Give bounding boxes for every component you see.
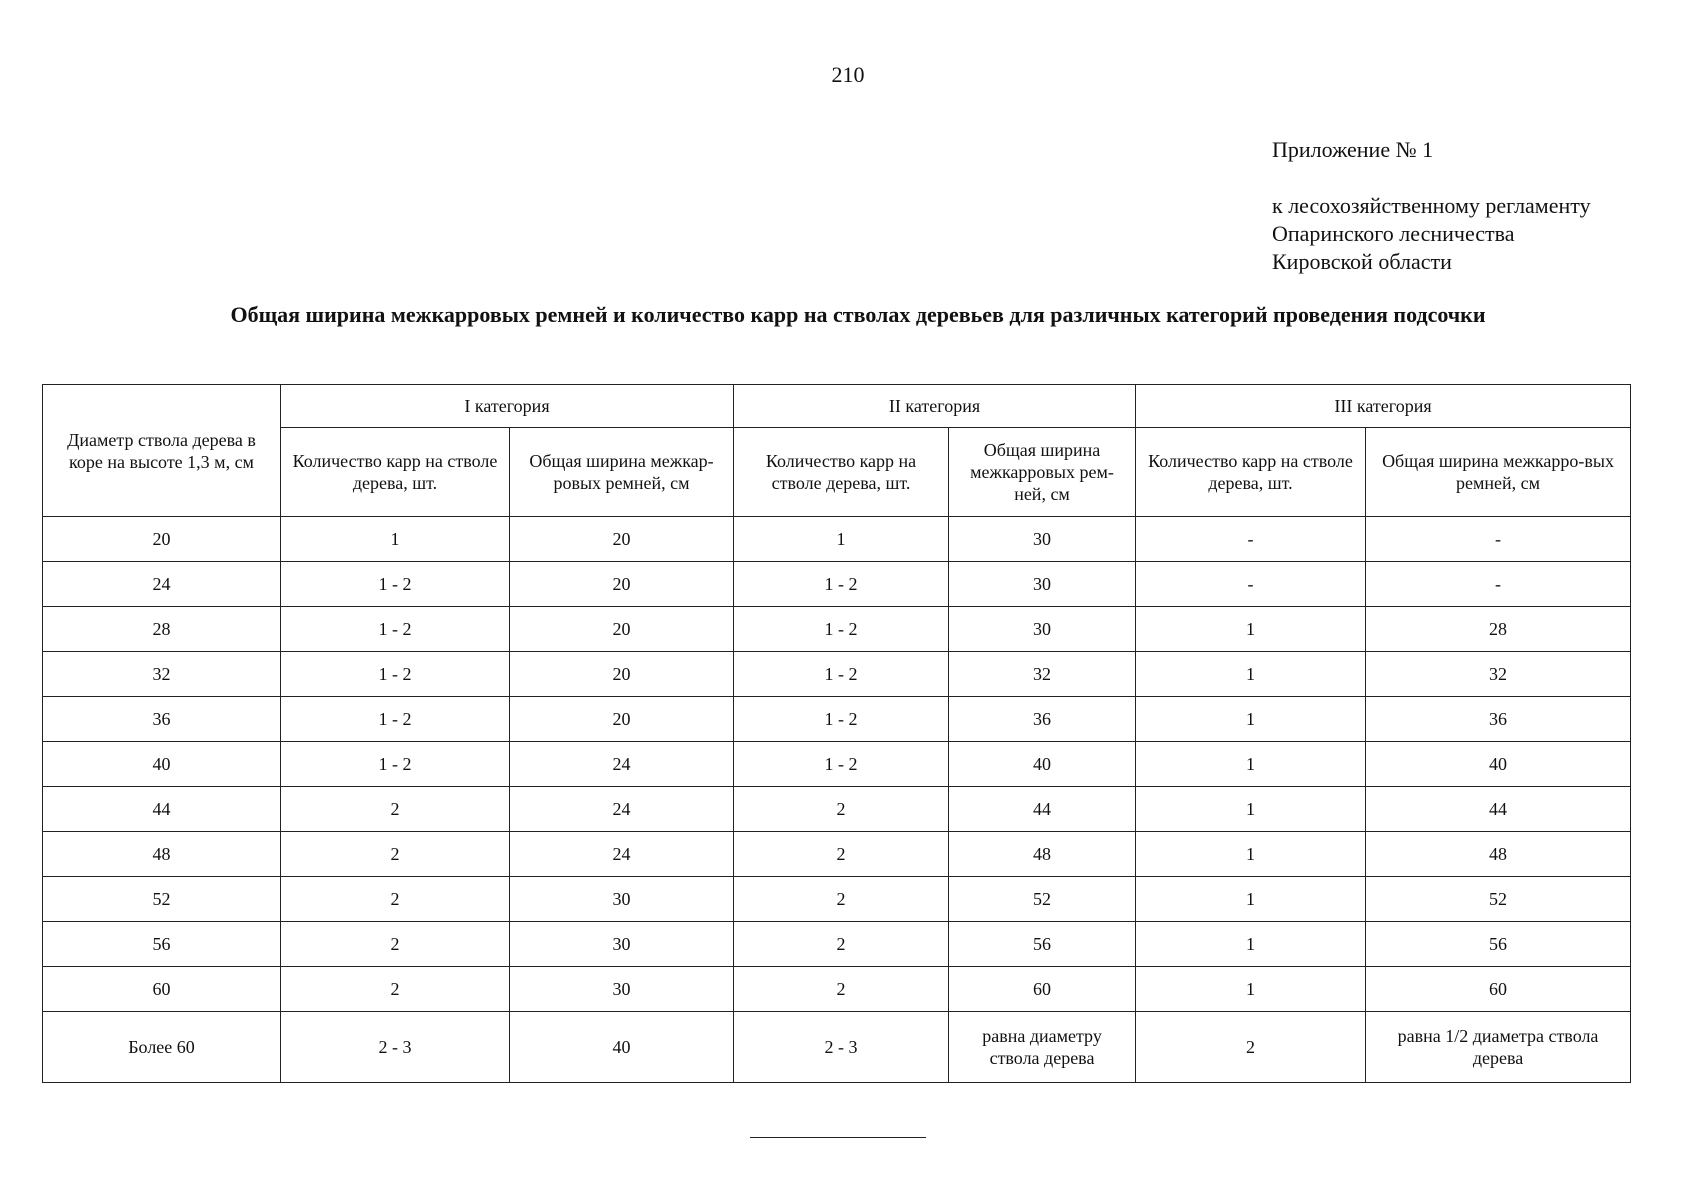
- table-cell: 52: [43, 877, 281, 922]
- table-cell: 1: [1136, 832, 1366, 877]
- table-cell: 20: [43, 517, 281, 562]
- table-cell: 56: [949, 922, 1136, 967]
- subheader: Количество карр на стволе дерева, шт.: [734, 428, 949, 517]
- table-cell: 30: [949, 607, 1136, 652]
- subheader: Количество карр на стволе дерева, шт.: [281, 428, 510, 517]
- table-cell: -: [1366, 517, 1631, 562]
- table-cell: 1 - 2: [734, 607, 949, 652]
- table-row: [43, 787, 1631, 832]
- subheader: Общая ширина межкар-ровых ремней, см: [510, 428, 734, 517]
- table-cell: -: [1136, 562, 1366, 607]
- subheader: Общая ширина межкарро-вых ремней, см: [1366, 428, 1631, 517]
- table-row: [43, 562, 1631, 607]
- table-row: [43, 652, 1631, 697]
- table-cell: 40: [43, 742, 281, 787]
- table-row: [43, 1012, 1631, 1083]
- table-cell: 60: [949, 967, 1136, 1012]
- table-cell: 48: [43, 832, 281, 877]
- table-cell: 24: [510, 832, 734, 877]
- category-header: I категория: [281, 385, 734, 428]
- table-cell: 40: [510, 1012, 734, 1083]
- table-cell: 44: [1366, 787, 1631, 832]
- table-cell: 36: [1366, 697, 1631, 742]
- table-cell: 1 - 2: [734, 562, 949, 607]
- table-cell: 1 - 2: [281, 742, 510, 787]
- table-cell: 2: [1136, 1012, 1366, 1083]
- table-cell: 1: [1136, 877, 1366, 922]
- table-cell: 24: [510, 787, 734, 832]
- table-cell: 2 - 3: [734, 1012, 949, 1083]
- table-cell: 1: [1136, 787, 1366, 832]
- table-cell: 36: [43, 697, 281, 742]
- table-cell: равна диаметру ствола дерева: [949, 1012, 1136, 1083]
- table-cell: 2: [281, 922, 510, 967]
- table-row: [43, 697, 1631, 742]
- table-cell: 40: [1366, 742, 1631, 787]
- table-cell: 60: [43, 967, 281, 1012]
- table-cell: 44: [949, 787, 1136, 832]
- table-cell: 1 - 2: [281, 697, 510, 742]
- appendix-line: Опаринского лесничества: [1272, 221, 1515, 246]
- table-cell: 20: [510, 607, 734, 652]
- header-row-subheaders: [43, 428, 1631, 517]
- table-cell: 2: [281, 877, 510, 922]
- table-cell: 20: [510, 517, 734, 562]
- table-cell: 36: [949, 697, 1136, 742]
- table-cell: 2: [281, 787, 510, 832]
- table-cell: 56: [1366, 922, 1631, 967]
- table-cell: 48: [1366, 832, 1631, 877]
- table-cell: 2: [281, 967, 510, 1012]
- table-cell: 1: [1136, 967, 1366, 1012]
- table-row: [43, 832, 1631, 877]
- table-cell: 30: [949, 517, 1136, 562]
- table-cell: 1 - 2: [281, 562, 510, 607]
- table-cell: 60: [1366, 967, 1631, 1012]
- footer-rule: [750, 1137, 926, 1138]
- table-cell: 20: [510, 652, 734, 697]
- table-cell: 24: [510, 742, 734, 787]
- table-cell: 1 - 2: [734, 742, 949, 787]
- table-row: [43, 877, 1631, 922]
- table-cell: -: [1136, 517, 1366, 562]
- table-cell: 1: [1136, 607, 1366, 652]
- table-cell: 2 - 3: [281, 1012, 510, 1083]
- table-cell: 1: [1136, 922, 1366, 967]
- page-number: 210: [831, 62, 865, 87]
- table-cell: 48: [949, 832, 1136, 877]
- table-cell: 30: [510, 922, 734, 967]
- table-cell: 1: [1136, 697, 1366, 742]
- table-cell: 28: [1366, 607, 1631, 652]
- table-cell: 52: [1366, 877, 1631, 922]
- table-cell: 1: [1136, 652, 1366, 697]
- table-cell: 44: [43, 787, 281, 832]
- category-header: III категория: [1136, 385, 1631, 428]
- table-cell: 1: [1136, 742, 1366, 787]
- table-cell: 28: [43, 607, 281, 652]
- table-cell: 32: [1366, 652, 1631, 697]
- table-cell: 1: [281, 517, 510, 562]
- table-row: [43, 517, 1631, 562]
- table-cell: -: [1366, 562, 1631, 607]
- table-row: [43, 607, 1631, 652]
- table-cell: 32: [949, 652, 1136, 697]
- table-cell: 1 - 2: [281, 652, 510, 697]
- data-table: [42, 384, 1631, 1083]
- table-cell: 1 - 2: [734, 697, 949, 742]
- appendix-line: Кировской области: [1272, 249, 1452, 274]
- table-cell: Более 60: [43, 1012, 281, 1083]
- table-cell: 2: [734, 787, 949, 832]
- subheader: Общая ширина межкарровых рем-ней, см: [949, 428, 1136, 517]
- diameter-header: Диаметр ствола дерева в коре на высоте 1,3 м, см: [43, 385, 281, 517]
- table-cell: 20: [510, 562, 734, 607]
- table-cell: 52: [949, 877, 1136, 922]
- table-row: [43, 742, 1631, 787]
- appendix-block: [1272, 136, 1591, 276]
- table-cell: равна 1/2 диаметра ствола дерева: [1366, 1012, 1631, 1083]
- table-cell: 2: [734, 877, 949, 922]
- table-cell: 2: [281, 832, 510, 877]
- table-cell: 32: [43, 652, 281, 697]
- table-cell: 30: [510, 967, 734, 1012]
- table-cell: 1: [734, 517, 949, 562]
- table-body: [43, 517, 1631, 1083]
- subheader: Количество карр на стволе дерева, шт.: [1136, 428, 1366, 517]
- table-cell: 24: [43, 562, 281, 607]
- header-row-categories: [43, 385, 1631, 428]
- appendix-line: к лесохозяйственному регламенту: [1272, 193, 1591, 218]
- table-cell: 2: [734, 832, 949, 877]
- table-cell: 30: [510, 877, 734, 922]
- category-header: II категория: [734, 385, 1136, 428]
- table-cell: 20: [510, 697, 734, 742]
- table-row: [43, 967, 1631, 1012]
- table-cell: 1 - 2: [281, 607, 510, 652]
- table-cell: 2: [734, 967, 949, 1012]
- table-row: [43, 922, 1631, 967]
- table-cell: 30: [949, 562, 1136, 607]
- table-cell: 56: [43, 922, 281, 967]
- table-cell: 2: [734, 922, 949, 967]
- appendix-title: Приложение № 1: [1272, 137, 1434, 162]
- table-cell: 40: [949, 742, 1136, 787]
- table-cell: 1 - 2: [734, 652, 949, 697]
- document-title: Общая ширина межкарровых ремней и количество карр на стволах деревьев для различных категорий проведения подсочки: [230, 302, 1486, 327]
